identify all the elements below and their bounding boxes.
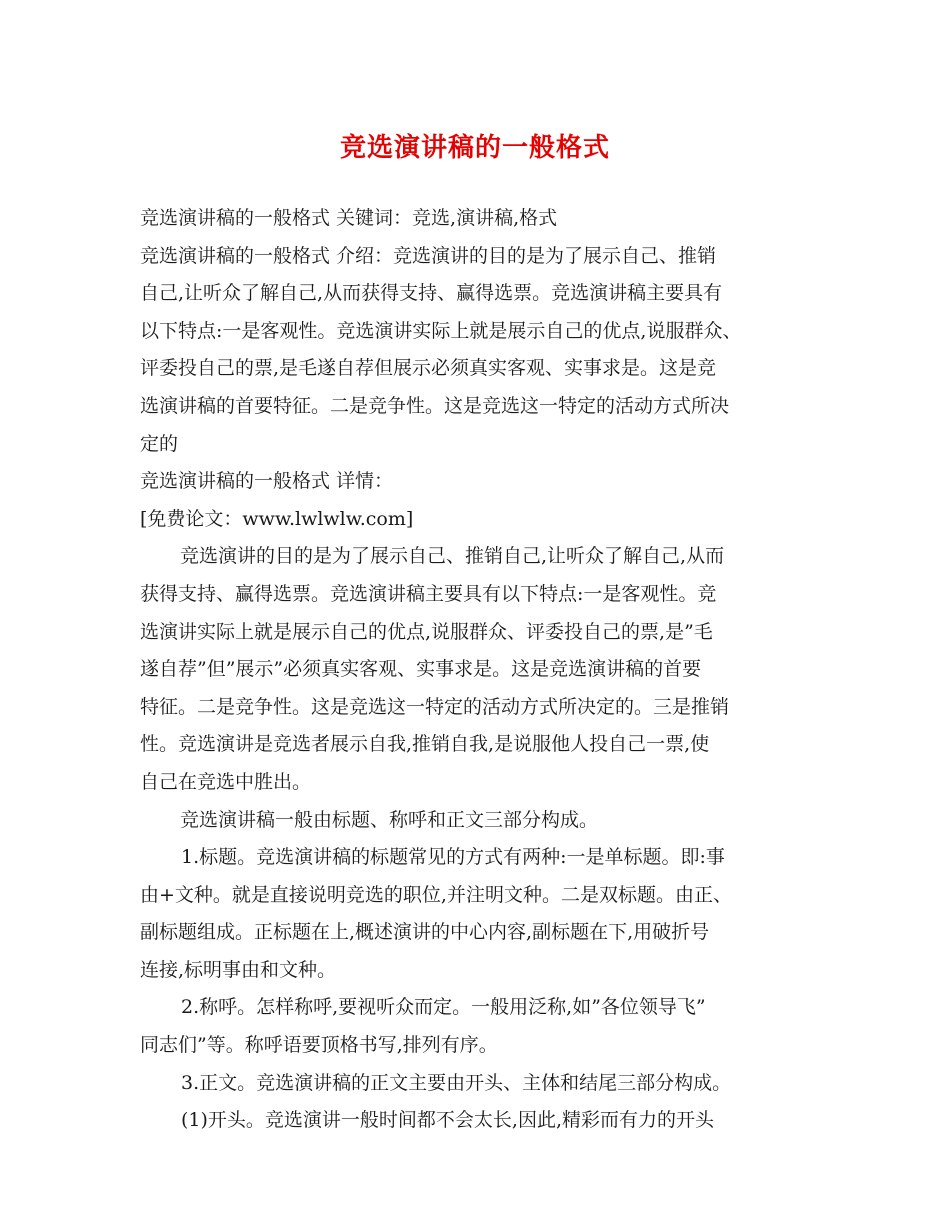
paragraph-line: 特征。二是竞争性。这是竞选这一特定的活动方式所决定的。三是推销 <box>140 695 730 718</box>
keywords-line: 竞选演讲稿的一般格式 关键词：竞选,演讲稿,格式 <box>140 207 558 229</box>
document-title: 竞选演讲稿的一般格式 <box>339 133 610 163</box>
paragraph-line: 同志们”等。称呼语要顶格书写,排列有序。 <box>140 1034 498 1057</box>
paragraph-line: 2.称呼。怎样称呼,要视听众而定。一般用泛称,如”各位领导飞” <box>181 996 706 1019</box>
paragraph-line: 选演讲实际上就是展示自己的优点,说服群众、评委投自己的票,是”毛 <box>140 620 713 643</box>
source-link: [免费论文：www.lwlwlw.com] <box>140 507 414 530</box>
summary-line: 定的 <box>140 432 179 455</box>
paragraph-line: 性。竞选演讲是竞选者展示自我,推销自我,是说服他人投自己一票,使 <box>140 733 710 756</box>
details-heading: 竞选演讲稿的一般格式 详情： <box>140 470 394 493</box>
summary-line: 自己,让听众了解自己,从而获得支持、赢得选票。竞选演讲稿主要具有 <box>140 282 723 305</box>
document-body <box>140 200 820 1140</box>
summary-line: 以下特点:一是客观性。竞选演讲实际上就是展示自己的优点,说服群众、 <box>140 319 742 342</box>
summary-line: 竞选演讲稿的一般格式 介绍：竞选演讲的目的是为了展示自己、推销 <box>140 244 717 267</box>
paragraph-line: 竞选演讲的目的是为了展示自己、推销自己,让听众了解自己,从而 <box>180 545 725 568</box>
paragraph-line: 副标题组成。正标题在上,概述演讲的中心内容,副标题在下,用破折号 <box>140 921 710 944</box>
paragraph-line: 连接,标明事由和文种。 <box>140 958 337 981</box>
paragraph-line: (1)开头。竞选演讲一般时间都不会太长,因此,精彩而有力的开头 <box>181 1109 714 1132</box>
paragraph-line: 遂自荐”但”展示”必须真实客观、实事求是。这是竞选演讲稿的首要 <box>140 658 702 681</box>
paragraph-line: 由+文种。就是直接说明竞选的职位,并注明文种。二是双标题。由正、 <box>140 883 732 906</box>
paragraph-line: 获得支持、赢得选票。竞选演讲稿主要具有以下特点:一是客观性。竞 <box>140 582 717 605</box>
summary-line: 评委投自己的票,是毛遂自荐但展示必须真实客观、实事求是。这是竞 <box>140 357 717 380</box>
summary-line: 选演讲稿的首要特征。二是竞争性。这是竞选这一特定的活动方式所决 <box>140 394 730 417</box>
paragraph-line: 自己在竞选中胜出。 <box>140 770 312 793</box>
paragraph-line: 1.标题。竞选演讲稿的标题常见的方式有两种:一是单标题。即:事 <box>181 846 725 869</box>
paragraph-line: 3.正文。竞选演讲稿的正文主要由开头、主体和结尾三部分构成。 <box>181 1071 732 1094</box>
paragraph-line: 竞选演讲稿一般由标题、称呼和正文三部分构成。 <box>180 808 599 831</box>
